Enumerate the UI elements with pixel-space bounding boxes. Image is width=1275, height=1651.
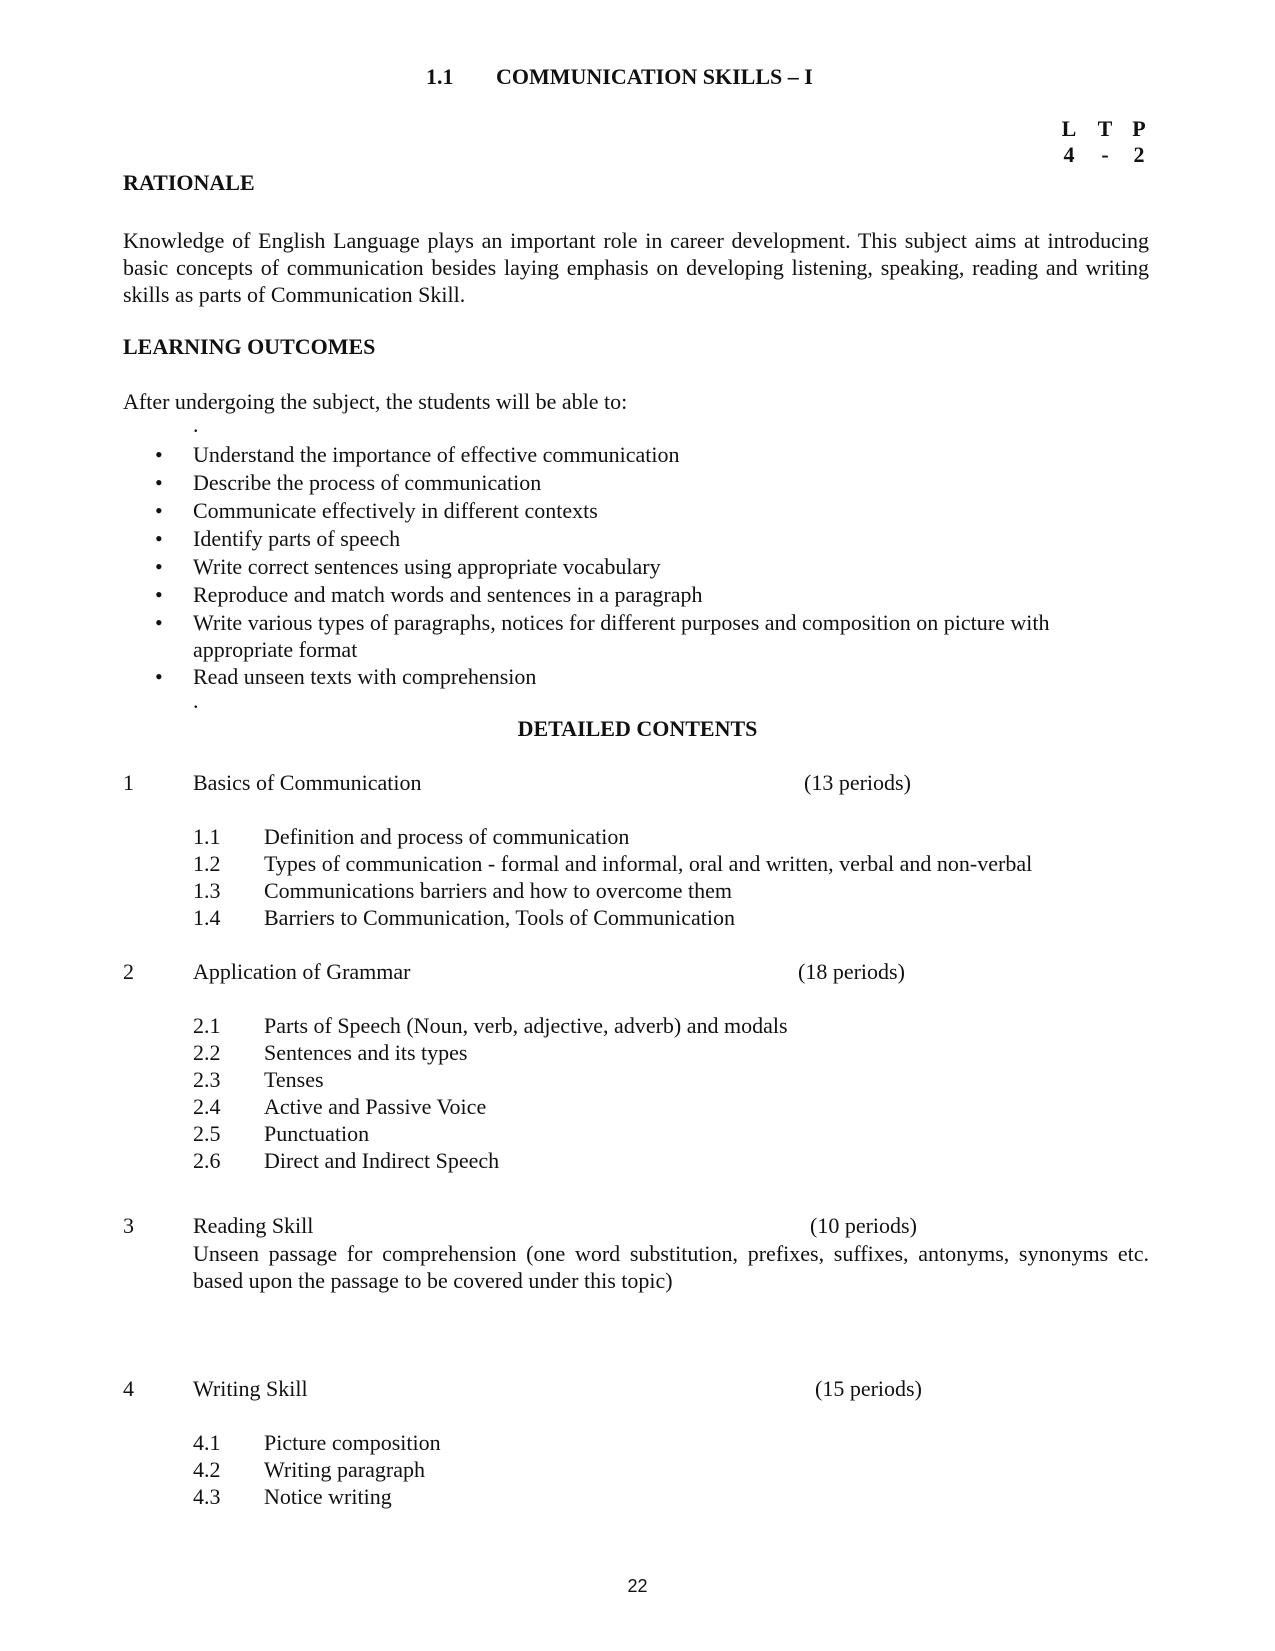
bullet-icon: • [155,526,163,551]
ltp-header-l: L [1061,116,1077,141]
bullet-icon: • [155,442,163,467]
topic-text: Punctuation [264,1121,370,1146]
topic-number: 2.3 [193,1067,221,1092]
topic-text: Definition and process of communication [264,824,630,849]
detailed-contents-heading: DETAILED CONTENTS [517,716,758,741]
topic-number: 2.6 [193,1148,221,1173]
unit-1-number: 1 [123,770,134,795]
topic-text: Picture composition [264,1430,441,1455]
unit-4-periods: (15 periods) [815,1376,922,1401]
ltp-value-l: 4 [1063,142,1075,167]
unit-3-description: Unseen passage for comprehension (one word substitution, prefixes, suffixes, antonyms, synonyms etc. based upon the passage to be covered under this topic) [193,1241,1149,1293]
topic-number: 1.4 [193,905,221,930]
outcome-text: Understand the importance of effective communication [193,442,680,467]
ltp-header-p: P [1132,116,1146,141]
topic-number: 4.1 [193,1430,221,1455]
topic-text: Barriers to Communication, Tools of Communication [264,905,736,930]
topic-number: 4.2 [193,1457,221,1482]
page-title: COMMUNICATION SKILLS – I [496,64,813,89]
outcome-text: Write correct sentences using appropriate vocabulary [193,554,661,579]
topic-text: Sentences and its types [264,1040,468,1065]
topic-number: 2.5 [193,1121,221,1146]
topic-text: Types of communication - formal and informal, oral and written, verbal and non-verbal [264,851,1033,876]
title-number: 1.1 [426,64,454,89]
unit-1-periods: (13 periods) [804,770,911,795]
bullet-icon: • [155,664,163,689]
outcome-text: Reproduce and match words and sentences in a paragraph [193,582,703,607]
topic-number: 2.1 [193,1013,221,1038]
unit-4-title: Writing Skill [193,1376,308,1401]
topic-number: 1.2 [193,851,221,876]
ltp-value-t: - [1101,142,1109,167]
learning-outcomes-heading: LEARNING OUTCOMES [123,334,376,359]
outcome-text: Describe the process of communication [193,470,542,495]
topic-text: Tenses [264,1067,324,1092]
stray-mark-top: . [193,412,199,437]
topic-number: 1.3 [193,878,221,903]
topic-text: Active and Passive Voice [264,1094,487,1119]
bullet-icon: • [155,610,163,635]
topic-number: 1.1 [193,824,221,849]
topic-text: Parts of Speech (Noun, verb, adjective, adverb) and modals [264,1013,788,1038]
topic-text: Communications barriers and how to overcome them [264,878,732,903]
ltp-value-p: 2 [1133,142,1145,167]
topic-text: Direct and Indirect Speech [264,1148,500,1173]
unit-2-number: 2 [123,959,134,984]
topic-number: 4.3 [193,1484,221,1509]
rationale-heading: RATIONALE [123,170,255,195]
topic-number: 2.4 [193,1094,221,1119]
unit-3-number: 3 [123,1213,134,1238]
ltp-header-t: T [1097,116,1113,141]
topic-text: Notice writing [264,1484,392,1509]
unit-2-periods: (18 periods) [798,959,905,984]
stray-mark-bottom: . [193,688,199,713]
unit-4-number: 4 [123,1376,134,1401]
unit-1-title: Basics of Communication [193,770,422,795]
bullet-icon: • [155,582,163,607]
bullet-icon: • [155,554,163,579]
rationale-paragraph: Knowledge of English Language plays an important role in career development. This subject aims at introducing basic concepts of communication besides laying emphasis on developing listening, speaking, reading and writing skills as parts of Communication Skill. [123,228,1149,307]
outcomes-intro: After undergoing the subject, the students will be able to: [123,389,628,414]
bullet-icon: • [155,498,163,523]
outcome-text: Write various types of paragraphs, notices for different purposes and composition on picture with appropriate format [193,610,1050,662]
page-number: 22 [627,1576,648,1596]
bullet-icon: • [155,470,163,495]
topic-number: 2.2 [193,1040,221,1065]
unit-3-title: Reading Skill [193,1213,314,1238]
unit-2-title: Application of Grammar [193,959,411,984]
unit-3-periods: (10 periods) [810,1213,917,1238]
outcome-text: Communicate effectively in different contexts [193,498,598,523]
topic-text: Writing paragraph [264,1457,425,1482]
outcome-text: Identify parts of speech [193,526,401,551]
outcome-text: Read unseen texts with comprehension [193,664,537,689]
